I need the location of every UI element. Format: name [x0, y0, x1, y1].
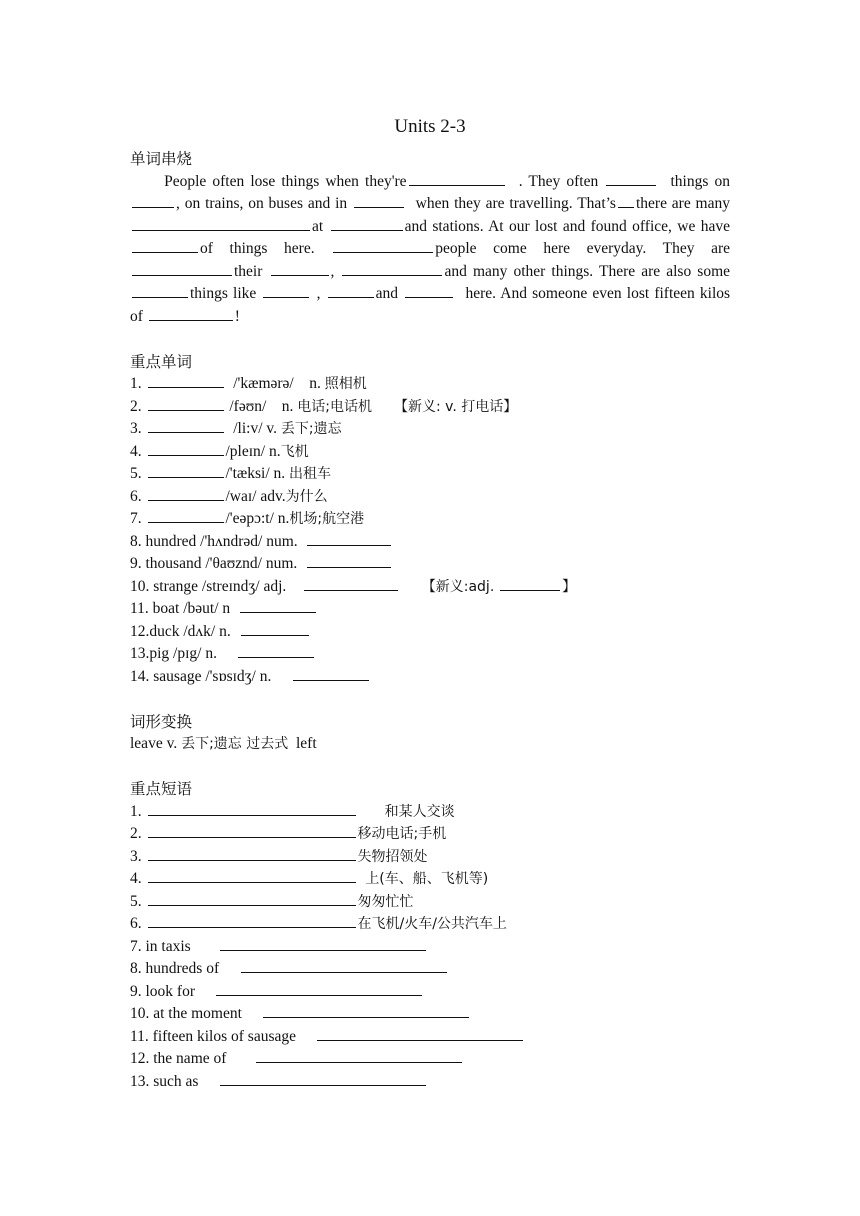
fill-blank[interactable]: [606, 171, 656, 186]
passage-text: when they are travelling. That’s: [415, 195, 616, 212]
phrase-item: [130, 801, 730, 824]
phonetic: /'tæksi/ n.: [225, 465, 286, 482]
phrase-item: [130, 981, 730, 1004]
fill-blank[interactable]: [409, 171, 505, 186]
phonetic: /waɪ/ adv.: [225, 487, 286, 505]
vocab-item: [130, 441, 730, 464]
fill-blank[interactable]: [256, 1048, 462, 1063]
phrase-item: [130, 936, 730, 959]
meaning-cn: 匆匆忙忙: [357, 893, 414, 910]
fill-blank[interactable]: [148, 418, 224, 433]
fill-blank[interactable]: [148, 891, 356, 906]
fill-blank[interactable]: [216, 981, 422, 996]
phrase-item: [130, 1026, 730, 1049]
item-number: 2.: [130, 397, 142, 415]
fill-blank[interactable]: [148, 823, 356, 838]
vocab-item: [130, 553, 730, 576]
vocab-item: [130, 463, 730, 486]
word-entry: leave v.: [130, 735, 178, 752]
fill-blank[interactable]: [317, 1026, 523, 1041]
new-meaning-note: 【新义: v. 打电话】: [394, 398, 518, 415]
fill-blank[interactable]: [263, 1003, 469, 1018]
fill-blank[interactable]: [220, 936, 426, 951]
fill-blank[interactable]: [241, 621, 309, 636]
vocab-item: [130, 418, 730, 441]
fill-blank[interactable]: [333, 238, 433, 253]
fill-blank[interactable]: [148, 463, 224, 478]
word-chain-paragraph: [130, 171, 730, 329]
phrase-entry: 11. fifteen kilos of sausage: [130, 1027, 297, 1045]
fill-blank[interactable]: [328, 283, 374, 298]
phonetic: /li:v/ v.: [233, 420, 278, 437]
passage-text: things like: [190, 285, 257, 302]
vocab-item: [130, 508, 730, 531]
past-tense-form: left: [296, 735, 317, 752]
fill-blank[interactable]: [354, 193, 404, 208]
fill-blank[interactable]: [220, 1071, 426, 1086]
passage-text: here. And someone even lost fifteen kilos of: [130, 285, 731, 325]
phrase-item: [130, 823, 730, 846]
vocab-item: [130, 598, 730, 621]
item-number: 3.: [130, 847, 142, 865]
section-heading-key-words: 重点单词: [130, 352, 193, 371]
item-number: 1.: [130, 802, 142, 820]
section-heading-word-forms: 词形变换: [130, 712, 193, 731]
fill-blank[interactable]: [271, 261, 329, 276]
fill-blank[interactable]: [238, 643, 314, 658]
vocab-item: [130, 643, 730, 666]
item-number: 5.: [130, 892, 142, 910]
meaning-cn: 失物招领处: [357, 848, 428, 865]
phrase-entry: 9. look for: [130, 982, 196, 1000]
meaning-cn: 照相机: [324, 376, 367, 392]
passage-text: and: [375, 285, 399, 302]
word-entry: 10. strange /streɪndʒ/ adj.: [130, 577, 287, 595]
fill-blank[interactable]: [307, 553, 391, 568]
item-number: 2.: [130, 825, 142, 842]
meaning-cn: 丢下;遗忘: [280, 421, 342, 437]
fill-blank[interactable]: [132, 261, 232, 276]
passage-text: People often lose things when they're: [164, 172, 407, 190]
phrase-entry: 10. at the moment: [130, 1005, 242, 1022]
vocab-item: [130, 576, 730, 599]
phrase-item: [130, 958, 730, 981]
fill-blank[interactable]: [148, 846, 356, 861]
fill-blank[interactable]: [240, 598, 316, 613]
fill-blank[interactable]: [263, 283, 309, 298]
fill-blank[interactable]: [304, 576, 398, 591]
phrase-item: [130, 1071, 730, 1094]
section-heading-key-phrases: 重点短语: [130, 780, 193, 798]
fill-blank[interactable]: [132, 238, 198, 253]
phrase-item: [130, 1048, 730, 1071]
part-of-speech: n.: [281, 397, 294, 415]
item-number: 7.: [130, 510, 142, 527]
fill-blank[interactable]: [307, 531, 391, 546]
fill-blank[interactable]: [618, 193, 634, 208]
fill-blank[interactable]: [148, 868, 356, 883]
vocab-item: [130, 621, 730, 644]
fill-blank[interactable]: [148, 508, 224, 523]
fill-blank[interactable]: [132, 283, 188, 298]
worksheet-page: [130, 114, 730, 1093]
part-of-speech: n.: [309, 375, 321, 392]
passage-text: . They often: [518, 172, 599, 190]
section-heading-word-chain: 单词串烧: [130, 150, 193, 168]
vocab-item: [130, 486, 730, 509]
bracket-close: 】: [562, 578, 577, 595]
item-number: 6.: [130, 915, 142, 932]
vocab-item: [130, 396, 730, 419]
passage-text: !: [234, 307, 240, 325]
vocab-item: [130, 666, 730, 689]
item-number: 4.: [130, 870, 142, 887]
passage-text: their: [234, 262, 263, 280]
fill-blank[interactable]: [342, 261, 442, 276]
fill-blank[interactable]: [405, 283, 453, 298]
fill-blank[interactable]: [500, 576, 560, 591]
word-entry: 8. hundred /'hʌndrəd/ num.: [130, 532, 298, 550]
phonetic: /'eəpɔ:t/ n.: [225, 510, 290, 527]
meaning-cn: 飞机: [280, 443, 309, 460]
item-number: 5.: [130, 465, 142, 482]
passage-text: and stations. At our lost and found office, we have: [404, 217, 730, 235]
passage-text: ,: [316, 285, 321, 302]
meaning-cn: 和某人交谈: [384, 803, 455, 820]
new-meaning-note: 【新义:adj.: [421, 578, 495, 595]
phonetic: /fəʊn/: [229, 397, 267, 415]
passage-text: and many other things. There are also some: [444, 262, 730, 280]
phrase-item: [130, 846, 730, 869]
phrase-item: [130, 913, 730, 936]
fill-blank[interactable]: [148, 373, 224, 388]
meaning-cn: 为什么: [285, 488, 328, 505]
phrase-entry: 8. hundreds of: [130, 960, 220, 977]
fill-blank[interactable]: [132, 193, 174, 208]
phrase-entry: 13. such as: [130, 1072, 199, 1090]
vocab-item: [130, 531, 730, 554]
item-number: 4.: [130, 442, 142, 460]
passage-text: at: [312, 217, 324, 235]
meaning-cn: 电话;电话机: [297, 398, 373, 415]
fill-blank[interactable]: [293, 666, 369, 681]
meaning-cn: 出租车: [289, 466, 332, 482]
phonetic: /'kæmərə/: [233, 375, 294, 392]
word-entry: 14. sausage /'sɒsɪdʒ/ n.: [130, 667, 272, 685]
phrase-item: [130, 891, 730, 914]
word-entry: 13.pig /pɪg/ n.: [130, 645, 217, 662]
meaning-cn: 机场;航空港: [289, 511, 365, 527]
phonetic: /pleɪn/ n.: [225, 442, 281, 460]
phrase-item: [130, 868, 730, 891]
word-entry: 11. boat /bəut/ n: [130, 600, 231, 617]
word-entry: 12.duck /dʌk/ n.: [130, 622, 231, 640]
phrase-entry: 7. in taxis: [130, 937, 191, 955]
word-form-line: [130, 733, 730, 756]
fill-blank[interactable]: [148, 913, 356, 928]
meaning-cn: 在飞机/火车/公共汽车上: [357, 916, 507, 932]
fill-blank[interactable]: [148, 486, 224, 501]
meaning-cn: 移动电话;手机: [357, 826, 447, 842]
passage-text: , on trains, on buses and in: [176, 195, 348, 212]
passage-text: ,: [330, 262, 335, 280]
fill-blank[interactable]: [331, 216, 403, 231]
word-entry: 9. thousand /'θaʊznd/ num.: [130, 555, 298, 572]
fill-blank[interactable]: [148, 441, 224, 456]
passage-text: there are many: [635, 195, 730, 212]
fill-blank[interactable]: [148, 801, 356, 816]
meaning-cn: 丢下;遗忘 过去式: [181, 736, 289, 752]
item-number: 3.: [130, 420, 142, 437]
passage-text: of things here.: [200, 240, 315, 257]
fill-blank[interactable]: [149, 306, 233, 321]
fill-blank[interactable]: [241, 958, 447, 973]
fill-blank[interactable]: [148, 396, 224, 411]
phrase-entry: 12. the name of: [130, 1050, 227, 1067]
meaning-cn: 上(车、船、飞机等): [365, 871, 489, 887]
item-number: 1.: [130, 375, 142, 392]
phrase-item: [130, 1003, 730, 1026]
vocab-item: [130, 373, 730, 396]
page-title: Units 2-3: [394, 116, 466, 137]
passage-text: things on: [670, 172, 730, 190]
passage-text: people come here everyday. They are: [435, 240, 731, 257]
item-number: 6.: [130, 487, 142, 505]
fill-blank[interactable]: [132, 216, 310, 231]
